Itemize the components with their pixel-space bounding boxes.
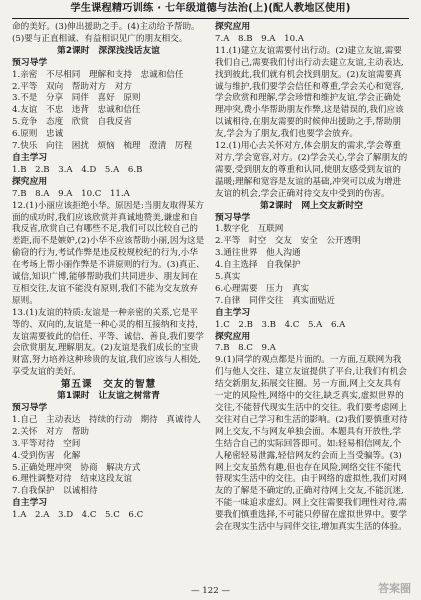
section-heading: 探究应用 (215, 331, 251, 342)
answer-line: 13.(1)友谊的特质:友谊是一种亲密的关系,它是平等的、双向的,友谊是一种心灵的相互接纳和支持,友谊需要彼此的信任、平等、诚信、善良,我们要学会欣赏朋友,理解朋友。(2)友谊是我们成长的宝贵财富,努力培养这种珍贵的友谊,我们应该与人相处,享受友谊的美好。 (12, 307, 204, 378)
answer-line: 4.友谊 不忠 违背 忠诚和信任 (12, 105, 141, 116)
answer-line: 2.关怀 对方 帮助 (12, 426, 89, 437)
section-heading: 探究应用 (12, 176, 48, 187)
answer-line: 4.受到伤害 化解 (12, 450, 81, 461)
answer-line: 1.B 2.B 3.A 4.D 5.A 6.B (12, 164, 143, 175)
answer-line: 2.平等 双向 帮助对方 对方 (12, 81, 132, 92)
unit-title: 第五课 交友的智慧 (60, 379, 157, 391)
answer-line: 7.A 8.B 9.A 10.A (215, 33, 304, 44)
answer-line: 6.原则 忠诚 (12, 129, 64, 140)
watermark-logo: 答案圈 (378, 582, 411, 595)
section-heading: 自主学习 (215, 307, 251, 318)
answer-line: 12.(1)小丽应该拒绝小华。原因是:当朋友取得某方面的成功时,我们应该欣赏并真诚地赞美,谦虚和自我反省,欣赏自己有哪些不足,我们可以比较自己的差距,而不是嫉妒,(2)小华不应该帮助小丽,因为这是偷窃的行为,考试作弊是违反校规校纪的行为,小华在考场上帮小丽作弊是不讲原则的行为。(3)真正、诚信,知识广博,能够帮助我们共同进步、朋友间在互相交往,友谊不能没有原则,我们不能为交友放弃原则。 (12, 200, 205, 306)
section-heading: 预习导学 (12, 403, 48, 413)
lesson-title: 第2课时 网上交友新时空 (260, 200, 363, 211)
answer-line: 7.自我保护 以诚相待 (12, 486, 98, 497)
answer-line: 7.快乐 向往 困扰 烦恼 梳理 澄清 厉程 (12, 141, 193, 152)
answer-line: 7.B 8.C 9.A (215, 343, 276, 354)
columns (12, 22, 409, 534)
answer-line: 11.(1)建立友谊需要付出行动。(2)建立友谊,需要我们自己,需要我们付出行动去建立友谊,主动表达,找到彼此,我们就有机会找到朋友。(2)友谊需要真诚与维护,我们要学会信任和尊重,学会关心和宽容,学会欣赏和理解,学会珍惜和维护友谊,学会正确处理冲突,费小华帮助朋友作弊,这是错误的,我们应该以诚相待,在朋友需要的时候伸出援助之手,帮助朋友,学会为了朋友,我们也要学会放弃。 (215, 45, 404, 140)
answer-line: 6.理性调整对待 结束这段友谊 (12, 474, 132, 485)
answer-line: 1.C 2.B 3.B 4.C 5.A 6.A (215, 319, 346, 330)
section-heading: 自主学习 (12, 498, 48, 509)
lesson-title: 第2课时 深深浅浅话友谊 (57, 45, 160, 56)
section-heading: 预习导学 (12, 57, 48, 68)
page-header: 学生课程精巧训练 · 七年级道德与法治(上)(配人教地区使用) (12, 2, 409, 19)
answer-line: 5.正确处理冲突 协商 解决方式 (12, 462, 141, 473)
answer-line: 1.亲密 不尽相同 理解和支持 忠诚和信任 (12, 69, 184, 80)
answer-line: 2.平等 时空 交友 安全 公开透明 (215, 236, 361, 247)
answer-line: 1.数字化 互联网 (215, 224, 284, 235)
answer-line: 1.自己 主动表达 持续的行动 期待 真诚待人 (12, 414, 201, 425)
answer-line: 9.(1)同学的观点都是片面的。一方面,互联网为我们与他人交往、建立友谊提供了平台,让我们有机会结交新朋友,拓展交往圈。另一方面,网上交友具有一定的风险性,网络中的交往,缺乏真实,虚拟世界的交往,不能替代现实生活中的交往。我们要考虑网上交往对自己学习和生活的影响。(2)我们要慎重对待网上交友,不与网友单独会面。本题具有开放性,学生结合自己的实际回答即可。如:轻易相信网友,个人秘密轻易泄露,轻信网友约会而上当受骗等。(3)网上交友虽然有趣,但也存在风险,网络交往不能代替现实生活中的交往。由于网络的虚拟性,我们对网友的了解是不确定的,正确对待网上交友,不能沉迷,不能一味追求虚幻。网上交往需要我们理性对待,需要我们慎重选择,不可能只停留在虚拟世界中。要学会在现实生活中与同伴交往,增加真实生活的体验。 (215, 355, 408, 533)
section-heading: 探究应用 (215, 22, 251, 32)
right-column (215, 22, 408, 534)
section-heading: 自主学习 (12, 152, 48, 163)
left-column (12, 22, 205, 534)
answer-line: 5.真实 (215, 272, 241, 283)
page-number: — 122 — (190, 586, 231, 596)
answer-line: 6.心理需要 压力 真实 (215, 283, 310, 294)
answer-line: 12.(1)用心去关怀对方,体会朋友的需求,学会尊重对方,学会宽容,对方。(2)学会关心,学会了解朋友的需要,受到朋友的尊重和认同,使朋友感受到友谊的温暖;理解和宽容是友谊的基础,冲突可以成为增进友谊的机会,学会正确对待交友中受到的伤害。 (215, 141, 408, 199)
answer-line: 3.平等对待 空间 (12, 438, 81, 449)
answer-line: 4.自主选择 自我保护 (215, 260, 301, 271)
answer-line: 1.A 2.A 3.D 4.C 5.C 6.C (12, 510, 144, 521)
answer-line: 命的美好。(3)伸出援助之手。(4)主动给予帮助。(5)要与正直相诚、有益相识见广的朋友相交。 (12, 22, 200, 44)
section-heading: 预习导学 (215, 212, 251, 223)
answer-line: 3.不是 分享 同伴 喜好 原则 (12, 93, 141, 104)
answer-line: 7.B 8.A 9.A 10.C 11.A (12, 188, 130, 199)
lesson-title: 第1课时 让友谊之树常青 (57, 391, 160, 402)
answer-line: 7.自律 同伴交往 真实面贴近 (215, 295, 335, 306)
answer-line: 3.通往世界 他人沟通 (215, 248, 301, 259)
answer-line: 5.竞争 态度 欣赏 自我反省 (12, 117, 132, 128)
